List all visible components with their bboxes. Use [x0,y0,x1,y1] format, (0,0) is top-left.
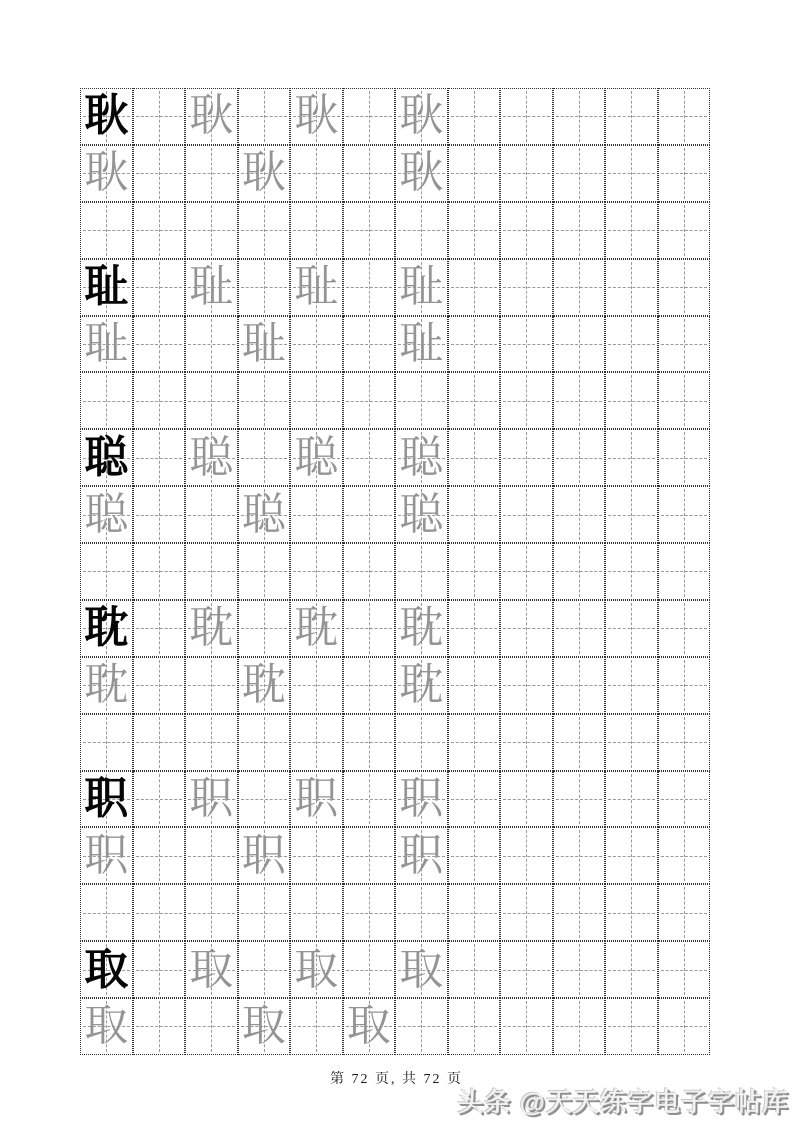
grid-cell [448,714,501,771]
grid-cell [185,259,238,316]
practice-char-traced: 耻 [399,318,444,368]
grid-cell [185,145,238,202]
grid-cell [500,259,553,316]
practice-char-traced: 聪 [399,432,444,482]
grid-cell [133,543,186,600]
grid-cell [658,259,711,316]
grid-cell [238,316,291,373]
practice-char-traced: 职 [294,773,339,823]
grid-cell [238,372,291,429]
grid-cell [605,372,658,429]
practice-char-traced: 耽 [241,660,286,710]
grid-cell [238,714,291,771]
practice-char-traced: 取 [399,944,444,994]
grid-cell [553,88,606,145]
grid-cell [290,714,343,771]
grid-cell [133,771,186,828]
grid-cell [185,202,238,259]
grid-cell [238,600,291,657]
grid-cell [133,941,186,998]
practice-char-solid: 耽 [84,603,129,653]
grid-cell [185,88,238,145]
grid-cell [553,316,606,373]
grid-cell [238,657,291,714]
grid-cell [80,998,133,1055]
grid-cell [500,372,553,429]
grid-cell [448,316,501,373]
grid-cell [395,486,448,543]
grid-cell [185,486,238,543]
grid-cell [290,259,343,316]
grid-cell [185,941,238,998]
grid-cell [395,259,448,316]
grid-cell [658,429,711,486]
grid-cell [500,998,553,1055]
grid-cell [395,202,448,259]
grid-cell [500,316,553,373]
grid-cell [448,486,501,543]
grid-cell [448,771,501,828]
practice-char-traced: 耻 [241,318,286,368]
practice-char-solid: 耿 [84,91,129,141]
grid-cell [343,714,396,771]
grid-cell [448,827,501,884]
grid-cell [185,657,238,714]
grid-cell [80,771,133,828]
grid-cell [290,657,343,714]
grid-cell [185,543,238,600]
grid-cell [133,998,186,1055]
grid-cell [448,998,501,1055]
grid-cell [658,657,711,714]
grid-cell [238,88,291,145]
grid-cell [500,884,553,941]
grid-cell [605,429,658,486]
practice-char-traced: 职 [399,830,444,880]
grid-cell [343,372,396,429]
practice-char-traced: 耿 [189,91,234,141]
grid-cell [343,771,396,828]
grid-cell [185,771,238,828]
practice-char-traced: 职 [189,773,234,823]
grid-cell [238,259,291,316]
grid-cell [395,316,448,373]
grid-cell [290,429,343,486]
grid-cell [605,884,658,941]
grid-cell [238,884,291,941]
grid-cell [395,884,448,941]
grid-cell [185,827,238,884]
grid-cell [553,372,606,429]
grid-cell [290,372,343,429]
grid-cell [133,372,186,429]
grid-cell [185,372,238,429]
practice-char-traced: 耽 [399,660,444,710]
grid-cell [395,941,448,998]
grid-cell [343,259,396,316]
grid-cell [238,486,291,543]
practice-char-traced: 耽 [294,603,339,653]
page-number-footer: 第 72 页, 共 72 页 [330,1072,463,1087]
practice-char-traced: 聪 [241,489,286,539]
grid-cell [658,316,711,373]
practice-char-solid: 耻 [84,262,129,312]
grid-cell [605,486,658,543]
grid-cell [80,714,133,771]
grid-cell [605,941,658,998]
grid-cell [605,145,658,202]
grid-cell [290,884,343,941]
grid-cell [395,429,448,486]
grid-cell [448,600,501,657]
grid-cell [290,316,343,373]
grid-cell [343,998,396,1055]
grid-cell [133,657,186,714]
practice-grid [80,88,710,1055]
practice-char-traced: 耻 [399,262,444,312]
grid-cell [448,88,501,145]
practice-char-traced: 聪 [84,489,129,539]
grid-cell [500,941,553,998]
grid-cell [238,543,291,600]
grid-cell [500,600,553,657]
grid-cell [343,600,396,657]
grid-cell [238,827,291,884]
grid-cell [238,941,291,998]
grid-cell [395,88,448,145]
grid-cell [553,998,606,1055]
grid-cell [290,998,343,1055]
practice-char-traced: 聪 [189,432,234,482]
practice-char-traced: 取 [189,944,234,994]
practice-char-solid: 聪 [84,432,129,482]
grid-cell [185,714,238,771]
grid-cell [500,657,553,714]
grid-cell [658,714,711,771]
practice-char-traced: 耻 [294,262,339,312]
grid-cell [658,827,711,884]
practice-char-traced: 耻 [84,318,129,368]
grid-cell [500,714,553,771]
grid-cell [553,486,606,543]
grid-cell [290,88,343,145]
grid-cell [395,372,448,429]
grid-cell [343,88,396,145]
grid-cell [395,543,448,600]
grid-cell [658,884,711,941]
grid-cell [553,714,606,771]
grid-cell [448,884,501,941]
grid-cell [80,372,133,429]
grid-cell [658,202,711,259]
grid-cell [395,714,448,771]
grid-cell [658,145,711,202]
grid-cell [290,543,343,600]
grid-cell [80,941,133,998]
grid-cell [290,827,343,884]
grid-cell [448,145,501,202]
grid-cell [658,771,711,828]
practice-char-traced: 耿 [241,148,286,198]
practice-char-traced: 耿 [399,148,444,198]
toutiao-watermark: 头条 @天天练字电子字帖库 [457,1087,789,1117]
grid-cell [80,259,133,316]
grid-cell [80,316,133,373]
grid-cell [290,202,343,259]
grid-cell [553,771,606,828]
grid-cell [605,771,658,828]
grid-cell [238,998,291,1055]
grid-cell [133,884,186,941]
practice-char-traced: 耿 [399,91,444,141]
practice-char-traced: 职 [399,773,444,823]
grid-cell [500,145,553,202]
grid-cell [553,543,606,600]
practice-char-traced: 聪 [294,432,339,482]
grid-cell [343,657,396,714]
grid-cell [605,600,658,657]
grid-cell [658,600,711,657]
grid-cell [133,259,186,316]
grid-cell [500,202,553,259]
grid-cell [80,827,133,884]
grid-cell [553,429,606,486]
grid-cell [185,316,238,373]
grid-cell [658,88,711,145]
grid-cell [290,771,343,828]
grid-cell [290,486,343,543]
grid-cell [185,600,238,657]
grid-cell [80,202,133,259]
grid-cell [553,202,606,259]
grid-cell [605,827,658,884]
grid-cell [448,202,501,259]
grid-cell [185,884,238,941]
grid-cell [133,714,186,771]
grid-cell [605,316,658,373]
grid-cell [605,202,658,259]
practice-char-traced: 取 [84,1001,129,1051]
grid-cell [500,486,553,543]
grid-cell [500,771,553,828]
grid-cell [343,543,396,600]
grid-cell [658,543,711,600]
grid-cell [80,884,133,941]
grid-cell [238,202,291,259]
grid-cell [605,88,658,145]
grid-cell [395,771,448,828]
practice-char-traced: 聪 [399,489,444,539]
practice-char-traced: 耽 [399,603,444,653]
grid-cell [343,202,396,259]
grid-cell [605,998,658,1055]
grid-cell [658,486,711,543]
grid-cell [290,941,343,998]
grid-cell [553,145,606,202]
practice-char-traced: 耽 [84,660,129,710]
practice-char-traced: 耻 [189,262,234,312]
grid-cell [238,771,291,828]
grid-cell [80,600,133,657]
practice-char-solid: 取 [84,944,129,994]
grid-cell [133,145,186,202]
grid-cell [133,827,186,884]
grid-cell [553,657,606,714]
grid-cell [80,543,133,600]
grid-cell [395,600,448,657]
grid-cell [133,88,186,145]
grid-cell [343,941,396,998]
grid-cell [553,600,606,657]
grid-cell [395,145,448,202]
grid-cell [343,429,396,486]
grid-cell [343,827,396,884]
grid-cell [605,714,658,771]
grid-cell [500,543,553,600]
grid-cell [553,259,606,316]
grid-cell [500,429,553,486]
grid-cell [133,600,186,657]
grid-cell [605,657,658,714]
grid-cell [133,202,186,259]
practice-char-traced: 职 [241,830,286,880]
grid-cell [658,998,711,1055]
grid-cell [448,429,501,486]
grid-cell [605,543,658,600]
grid-cell [553,884,606,941]
grid-cell [658,372,711,429]
grid-cell [185,429,238,486]
practice-char-traced: 取 [241,1001,286,1051]
practice-char-traced: 取 [346,1001,391,1051]
grid-cell [343,884,396,941]
grid-cell [133,429,186,486]
grid-cell [605,259,658,316]
grid-cell [448,543,501,600]
practice-char-traced: 耽 [189,603,234,653]
practice-char-traced: 职 [84,830,129,880]
grid-cell [658,941,711,998]
grid-cell [238,145,291,202]
grid-cell [395,657,448,714]
grid-cell [395,827,448,884]
grid-cell [343,486,396,543]
grid-cell [448,259,501,316]
grid-cell [343,316,396,373]
practice-char-traced: 耿 [294,91,339,141]
grid-cell [553,941,606,998]
grid-cell [290,600,343,657]
grid-cell [448,657,501,714]
practice-char-traced: 取 [294,944,339,994]
grid-cell [80,429,133,486]
grid-cell [133,486,186,543]
grid-cell [448,372,501,429]
grid-cell [290,145,343,202]
grid-cell [448,941,501,998]
grid-cell [238,429,291,486]
grid-cell [395,998,448,1055]
grid-cell [500,827,553,884]
practice-char-traced: 耿 [84,148,129,198]
grid-cell [343,145,396,202]
grid-cell [553,827,606,884]
practice-char-solid: 职 [84,773,129,823]
grid-cell [500,88,553,145]
grid-cell [80,88,133,145]
grid-cell [133,316,186,373]
grid-cell [185,998,238,1055]
grid-cell [80,145,133,202]
grid-cell [80,657,133,714]
grid-cell [80,486,133,543]
